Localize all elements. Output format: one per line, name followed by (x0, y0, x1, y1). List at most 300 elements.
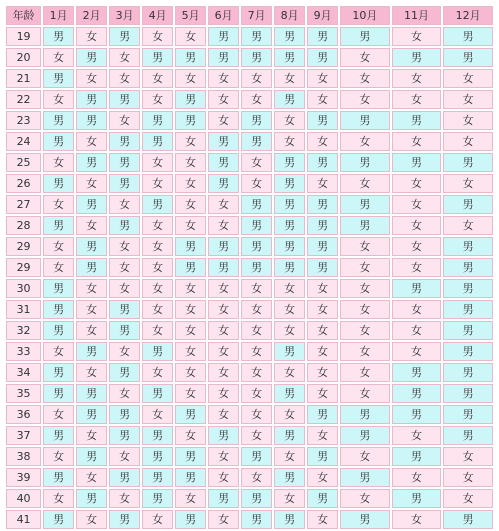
boy-cell: 男 (443, 48, 493, 67)
boy-cell: 男 (274, 342, 305, 361)
girl-cell: 女 (392, 216, 442, 235)
girl-cell: 女 (142, 90, 173, 109)
boy-cell: 男 (274, 27, 305, 46)
boy-cell: 男 (340, 111, 390, 130)
girl-cell: 女 (392, 300, 442, 319)
boy-cell: 男 (76, 48, 107, 67)
girl-cell: 女 (208, 300, 239, 319)
age-cell: 22 (6, 90, 41, 109)
girl-cell: 女 (443, 90, 493, 109)
girl-cell: 女 (142, 69, 173, 88)
boy-cell: 男 (175, 447, 206, 466)
girl-cell: 女 (340, 69, 390, 88)
boy-cell: 男 (443, 321, 493, 340)
boy-cell: 男 (175, 111, 206, 130)
girl-cell: 女 (76, 174, 107, 193)
boy-cell: 男 (307, 447, 338, 466)
girl-cell: 女 (76, 69, 107, 88)
boy-cell: 男 (76, 237, 107, 256)
girl-cell: 女 (109, 279, 140, 298)
girl-cell: 女 (307, 90, 338, 109)
girl-cell: 女 (109, 342, 140, 361)
girl-cell: 女 (43, 48, 74, 67)
girl-cell: 女 (43, 153, 74, 172)
boy-cell: 男 (274, 510, 305, 529)
header-cell-month: 9月 (307, 6, 338, 25)
girl-cell: 女 (340, 258, 390, 277)
boy-cell: 男 (307, 195, 338, 214)
age-cell: 21 (6, 69, 41, 88)
boy-cell: 男 (443, 300, 493, 319)
boy-cell: 男 (208, 426, 239, 445)
girl-cell: 女 (208, 363, 239, 382)
boy-cell: 男 (175, 237, 206, 256)
girl-cell: 女 (142, 153, 173, 172)
boy-cell: 男 (241, 258, 272, 277)
girl-cell: 女 (274, 111, 305, 130)
girl-cell: 女 (392, 174, 442, 193)
girl-cell: 女 (307, 132, 338, 151)
header-cell-month: 12月 (443, 6, 493, 25)
girl-cell: 女 (340, 237, 390, 256)
girl-cell: 女 (392, 27, 442, 46)
girl-cell: 女 (175, 363, 206, 382)
boy-cell: 男 (241, 48, 272, 67)
boy-cell: 男 (443, 363, 493, 382)
boy-cell: 男 (274, 90, 305, 109)
girl-cell: 女 (443, 489, 493, 508)
boy-cell: 男 (241, 510, 272, 529)
boy-cell: 男 (76, 153, 107, 172)
girl-cell: 女 (241, 279, 272, 298)
girl-cell: 女 (109, 111, 140, 130)
girl-cell: 女 (208, 447, 239, 466)
girl-cell: 女 (109, 69, 140, 88)
boy-cell: 男 (307, 111, 338, 130)
girl-cell: 女 (175, 216, 206, 235)
boy-cell: 男 (241, 216, 272, 235)
girl-cell: 女 (307, 321, 338, 340)
girl-cell: 女 (142, 258, 173, 277)
boy-cell: 男 (307, 258, 338, 277)
boy-cell: 男 (76, 489, 107, 508)
girl-cell: 女 (392, 426, 442, 445)
girl-cell: 女 (443, 216, 493, 235)
girl-cell: 女 (175, 300, 206, 319)
girl-cell: 女 (340, 384, 390, 403)
boy-cell: 男 (307, 405, 338, 424)
table-row (6, 321, 493, 340)
header-cell-month: 7月 (241, 6, 272, 25)
girl-cell: 女 (241, 90, 272, 109)
table-row (6, 447, 493, 466)
girl-cell: 女 (208, 195, 239, 214)
boy-cell: 男 (175, 90, 206, 109)
age-cell: 41 (6, 510, 41, 529)
girl-cell: 女 (307, 279, 338, 298)
girl-cell: 女 (175, 132, 206, 151)
girl-cell: 女 (274, 363, 305, 382)
girl-cell: 女 (274, 405, 305, 424)
girl-cell: 女 (307, 468, 338, 487)
girl-cell: 女 (241, 426, 272, 445)
age-cell: 19 (6, 27, 41, 46)
boy-cell: 男 (175, 258, 206, 277)
table-row (6, 48, 493, 67)
girl-cell: 女 (175, 321, 206, 340)
boy-cell: 男 (340, 153, 390, 172)
boy-cell: 男 (43, 174, 74, 193)
boy-cell: 男 (392, 447, 442, 466)
girl-cell: 女 (241, 174, 272, 193)
girl-cell: 女 (241, 405, 272, 424)
header-cell-month: 3月 (109, 6, 140, 25)
girl-cell: 女 (175, 69, 206, 88)
boy-cell: 男 (392, 384, 442, 403)
boy-cell: 男 (208, 48, 239, 67)
girl-cell: 女 (241, 468, 272, 487)
boy-cell: 男 (142, 447, 173, 466)
table-row (6, 195, 493, 214)
boy-cell: 男 (109, 405, 140, 424)
boy-cell: 男 (76, 384, 107, 403)
girl-cell: 女 (392, 69, 442, 88)
girl-cell: 女 (443, 447, 493, 466)
girl-cell: 女 (340, 132, 390, 151)
girl-cell: 女 (307, 384, 338, 403)
boy-cell: 男 (142, 426, 173, 445)
girl-cell: 女 (340, 48, 390, 67)
girl-cell: 女 (208, 405, 239, 424)
girl-cell: 女 (175, 426, 206, 445)
girl-cell: 女 (307, 300, 338, 319)
header-cell-month: 5月 (175, 6, 206, 25)
girl-cell: 女 (76, 510, 107, 529)
age-cell: 33 (6, 342, 41, 361)
girl-cell: 女 (340, 489, 390, 508)
boy-cell: 男 (241, 447, 272, 466)
boy-cell: 男 (443, 27, 493, 46)
boy-cell: 男 (340, 195, 390, 214)
girl-cell: 女 (241, 321, 272, 340)
boy-cell: 男 (43, 363, 74, 382)
girl-cell: 女 (307, 69, 338, 88)
boy-cell: 男 (392, 363, 442, 382)
girl-cell: 女 (443, 132, 493, 151)
girl-cell: 女 (274, 489, 305, 508)
girl-cell: 女 (175, 153, 206, 172)
girl-cell: 女 (340, 174, 390, 193)
table-row (6, 258, 493, 277)
table-row (6, 27, 493, 46)
boy-cell: 男 (241, 132, 272, 151)
girl-cell: 女 (340, 300, 390, 319)
table-row (6, 174, 493, 193)
girl-cell: 女 (142, 321, 173, 340)
age-cell: 20 (6, 48, 41, 67)
girl-cell: 女 (340, 363, 390, 382)
boy-cell: 男 (175, 468, 206, 487)
girl-cell: 女 (340, 342, 390, 361)
boy-cell: 男 (208, 27, 239, 46)
girl-cell: 女 (241, 300, 272, 319)
girl-cell: 女 (76, 321, 107, 340)
boy-cell: 男 (392, 279, 442, 298)
boy-cell: 男 (109, 174, 140, 193)
boy-cell: 男 (208, 132, 239, 151)
header-cell-age: 年龄 (6, 6, 41, 25)
boy-cell: 男 (109, 321, 140, 340)
boy-cell: 男 (307, 48, 338, 67)
table-row (6, 279, 493, 298)
table-row (6, 216, 493, 235)
girl-cell: 女 (392, 258, 442, 277)
boy-cell: 男 (340, 27, 390, 46)
boy-cell: 男 (443, 510, 493, 529)
boy-cell: 男 (443, 195, 493, 214)
boy-cell: 男 (76, 447, 107, 466)
girl-cell: 女 (109, 258, 140, 277)
table-row (6, 132, 493, 151)
girl-cell: 女 (208, 468, 239, 487)
boy-cell: 男 (241, 27, 272, 46)
girl-cell: 女 (109, 195, 140, 214)
age-cell: 27 (6, 195, 41, 214)
boy-cell: 男 (76, 195, 107, 214)
boy-cell: 男 (443, 405, 493, 424)
girl-cell: 女 (274, 69, 305, 88)
boy-cell: 男 (307, 237, 338, 256)
boy-cell: 男 (208, 258, 239, 277)
age-cell: 39 (6, 468, 41, 487)
girl-cell: 女 (392, 90, 442, 109)
gender-prediction-table (4, 4, 495, 531)
girl-cell: 女 (43, 447, 74, 466)
girl-cell: 女 (340, 90, 390, 109)
girl-cell: 女 (208, 111, 239, 130)
girl-cell: 女 (175, 195, 206, 214)
boy-cell: 男 (175, 510, 206, 529)
table-row (6, 426, 493, 445)
boy-cell: 男 (208, 153, 239, 172)
girl-cell: 女 (43, 342, 74, 361)
boy-cell: 男 (109, 363, 140, 382)
boy-cell: 男 (208, 237, 239, 256)
girl-cell: 女 (392, 132, 442, 151)
table-row (6, 342, 493, 361)
boy-cell: 男 (208, 489, 239, 508)
boy-cell: 男 (43, 216, 74, 235)
girl-cell: 女 (175, 342, 206, 361)
boy-cell: 男 (109, 300, 140, 319)
boy-cell: 男 (443, 426, 493, 445)
age-cell: 40 (6, 489, 41, 508)
boy-cell: 男 (109, 426, 140, 445)
header-cell-month: 6月 (208, 6, 239, 25)
girl-cell: 女 (175, 384, 206, 403)
table-row (6, 300, 493, 319)
boy-cell: 男 (307, 153, 338, 172)
boy-cell: 男 (392, 489, 442, 508)
girl-cell: 女 (274, 321, 305, 340)
boy-cell: 男 (208, 174, 239, 193)
boy-cell: 男 (443, 384, 493, 403)
table-row (6, 363, 493, 382)
boy-cell: 男 (443, 258, 493, 277)
girl-cell: 女 (392, 342, 442, 361)
boy-cell: 男 (142, 342, 173, 361)
chart-container (4, 4, 495, 526)
boy-cell: 男 (274, 426, 305, 445)
header-cell-month: 8月 (274, 6, 305, 25)
girl-cell: 女 (307, 426, 338, 445)
header-cell-month: 10月 (340, 6, 390, 25)
boy-cell: 男 (43, 300, 74, 319)
boy-cell: 男 (109, 90, 140, 109)
boy-cell: 男 (76, 111, 107, 130)
girl-cell: 女 (43, 258, 74, 277)
girl-cell: 女 (76, 300, 107, 319)
girl-cell: 女 (76, 27, 107, 46)
boy-cell: 男 (274, 258, 305, 277)
boy-cell: 男 (340, 216, 390, 235)
boy-cell: 男 (43, 510, 74, 529)
girl-cell: 女 (208, 90, 239, 109)
boy-cell: 男 (443, 342, 493, 361)
boy-cell: 男 (241, 237, 272, 256)
girl-cell: 女 (43, 237, 74, 256)
boy-cell: 男 (443, 279, 493, 298)
boy-cell: 男 (392, 153, 442, 172)
boy-cell: 男 (43, 132, 74, 151)
girl-cell: 女 (443, 174, 493, 193)
girl-cell: 女 (307, 510, 338, 529)
boy-cell: 男 (109, 132, 140, 151)
boy-cell: 男 (274, 237, 305, 256)
boy-cell: 男 (109, 153, 140, 172)
boy-cell: 男 (340, 405, 390, 424)
girl-cell: 女 (443, 69, 493, 88)
boy-cell: 男 (307, 216, 338, 235)
girl-cell: 女 (443, 468, 493, 487)
girl-cell: 女 (142, 300, 173, 319)
girl-cell: 女 (340, 321, 390, 340)
boy-cell: 男 (241, 489, 272, 508)
table-row (6, 153, 493, 172)
girl-cell: 女 (109, 384, 140, 403)
girl-cell: 女 (274, 132, 305, 151)
girl-cell: 女 (340, 447, 390, 466)
girl-cell: 女 (142, 174, 173, 193)
girl-cell: 女 (340, 279, 390, 298)
boy-cell: 男 (274, 153, 305, 172)
age-cell: 34 (6, 363, 41, 382)
girl-cell: 女 (274, 447, 305, 466)
boy-cell: 男 (142, 195, 173, 214)
boy-cell: 男 (392, 111, 442, 130)
age-cell: 29 (6, 258, 41, 277)
age-cell: 28 (6, 216, 41, 235)
boy-cell: 男 (142, 384, 173, 403)
header-cell-month: 2月 (76, 6, 107, 25)
girl-cell: 女 (142, 279, 173, 298)
boy-cell: 男 (443, 237, 493, 256)
girl-cell: 女 (175, 174, 206, 193)
girl-cell: 女 (274, 279, 305, 298)
age-cell: 25 (6, 153, 41, 172)
girl-cell: 女 (307, 363, 338, 382)
boy-cell: 男 (76, 342, 107, 361)
girl-cell: 女 (208, 216, 239, 235)
table-row (6, 237, 493, 256)
girl-cell: 女 (307, 342, 338, 361)
boy-cell: 男 (443, 153, 493, 172)
boy-cell: 男 (142, 111, 173, 130)
boy-cell: 男 (340, 510, 390, 529)
boy-cell: 男 (142, 132, 173, 151)
girl-cell: 女 (443, 111, 493, 130)
table-row (6, 510, 493, 529)
girl-cell: 女 (208, 342, 239, 361)
boy-cell: 男 (142, 48, 173, 67)
girl-cell: 女 (392, 237, 442, 256)
boy-cell: 男 (43, 69, 74, 88)
girl-cell: 女 (142, 405, 173, 424)
table-row (6, 468, 493, 487)
girl-cell: 女 (76, 468, 107, 487)
girl-cell: 女 (274, 300, 305, 319)
boy-cell: 男 (392, 405, 442, 424)
age-cell: 36 (6, 405, 41, 424)
girl-cell: 女 (109, 48, 140, 67)
age-cell: 24 (6, 132, 41, 151)
boy-cell: 男 (109, 468, 140, 487)
girl-cell: 女 (241, 153, 272, 172)
boy-cell: 男 (340, 468, 390, 487)
girl-cell: 女 (208, 279, 239, 298)
boy-cell: 男 (241, 195, 272, 214)
boy-cell: 男 (274, 195, 305, 214)
boy-cell: 男 (109, 216, 140, 235)
age-cell: 29 (6, 237, 41, 256)
girl-cell: 女 (392, 321, 442, 340)
girl-cell: 女 (142, 363, 173, 382)
boy-cell: 男 (142, 468, 173, 487)
girl-cell: 女 (392, 510, 442, 529)
boy-cell: 男 (392, 48, 442, 67)
girl-cell: 女 (43, 405, 74, 424)
boy-cell: 男 (307, 27, 338, 46)
age-cell: 26 (6, 174, 41, 193)
girl-cell: 女 (142, 216, 173, 235)
girl-cell: 女 (109, 237, 140, 256)
girl-cell: 女 (208, 321, 239, 340)
age-cell: 31 (6, 300, 41, 319)
age-cell: 37 (6, 426, 41, 445)
boy-cell: 男 (109, 510, 140, 529)
boy-cell: 男 (175, 405, 206, 424)
header-cell-month: 4月 (142, 6, 173, 25)
boy-cell: 男 (274, 174, 305, 193)
girl-cell: 女 (142, 27, 173, 46)
age-cell: 30 (6, 279, 41, 298)
girl-cell: 女 (43, 489, 74, 508)
boy-cell: 男 (43, 426, 74, 445)
girl-cell: 女 (142, 510, 173, 529)
table-row (6, 489, 493, 508)
boy-cell: 男 (76, 90, 107, 109)
girl-cell: 女 (43, 90, 74, 109)
